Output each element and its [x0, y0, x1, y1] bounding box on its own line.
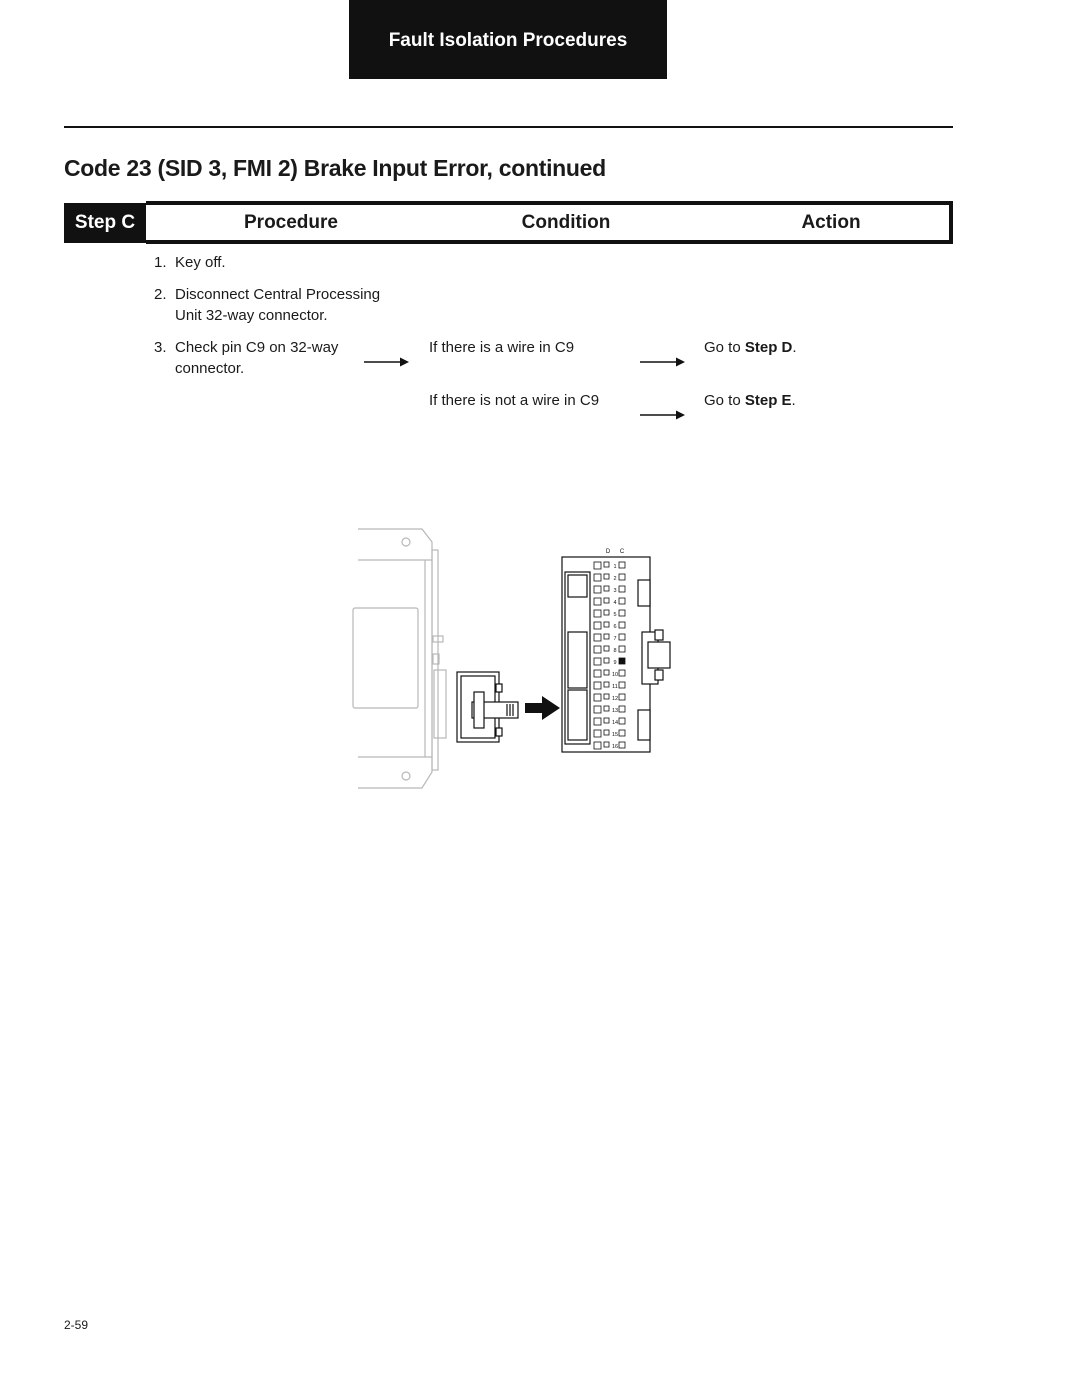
pin-c: [619, 694, 625, 700]
procedure-number: 3.: [154, 339, 167, 356]
section-tab: [349, 0, 667, 79]
section-tab-label: Fault Isolation Procedures: [388, 29, 628, 51]
pin-d: [594, 634, 601, 641]
pin-d-inner: [604, 634, 609, 639]
step-badge: [64, 203, 146, 243]
pin-number: 5: [613, 612, 617, 618]
pin-number: 1: [613, 564, 617, 570]
pin-c: [619, 742, 625, 748]
pin-number: 12: [611, 696, 619, 702]
column-header-procedure: Procedure: [244, 212, 338, 233]
pin-d: [594, 562, 601, 569]
pin-number: 4: [613, 600, 617, 606]
pin-number: 8: [613, 648, 617, 654]
ecu-housing: [353, 529, 446, 788]
pin-c: [619, 574, 625, 580]
action-step-link[interactable]: Step E: [744, 392, 792, 409]
pin-c: [619, 730, 625, 736]
arrow-icon: [640, 355, 686, 369]
step-label: Step C: [74, 212, 136, 233]
pin-d-inner: [604, 586, 609, 591]
pin-c: [619, 718, 625, 724]
pin-c: [619, 622, 625, 628]
pin-d: [594, 670, 601, 677]
pin-d: [594, 718, 601, 725]
pin-d: [594, 658, 601, 665]
pin-d: [594, 742, 601, 749]
procedure-text: Unit 32-way connector.: [175, 307, 328, 324]
pin-c-highlighted: [619, 658, 625, 664]
pin-c: [619, 646, 625, 652]
pin-c: [619, 670, 625, 676]
pin-c: [619, 598, 625, 604]
pin-d-inner: [604, 622, 609, 627]
condition-text: If there is a wire in C9: [429, 339, 575, 356]
pin-d-inner: [604, 670, 609, 675]
pin-number: 2: [613, 576, 617, 582]
action-prefix: Go to: [704, 392, 745, 409]
pin-number: 11: [612, 684, 618, 690]
pin-c: [619, 682, 625, 688]
pin-number: 10: [611, 672, 619, 678]
action-text: [704, 337, 797, 358]
pin-d-inner: [604, 574, 609, 579]
pin-d: [594, 730, 601, 737]
pin-c: [619, 706, 625, 712]
pin-d-inner: [604, 562, 609, 567]
pin-c: [619, 634, 625, 640]
pin-d-inner: [604, 742, 609, 747]
procedure-text: Disconnect Central Processing: [175, 286, 381, 303]
pin-number: 9: [613, 660, 617, 666]
pin-d: [594, 598, 601, 605]
action-suffix: .: [792, 339, 797, 356]
action-prefix: Go to: [704, 339, 745, 356]
arrow-icon: [364, 355, 410, 369]
pin-number: 16: [611, 744, 619, 750]
action-text: [704, 390, 796, 411]
insertion-arrow-icon: [525, 696, 560, 720]
pin-d: [594, 610, 601, 617]
procedure-number: 2.: [154, 286, 167, 303]
pin-d-inner: [604, 718, 609, 723]
procedure-text: connector.: [175, 360, 245, 377]
action-step-link[interactable]: Step D: [744, 339, 793, 356]
header-rule: [64, 126, 953, 128]
pin-number: 15: [611, 732, 619, 738]
plug-connector: [457, 672, 518, 742]
pin-d: [594, 706, 601, 713]
pin-number: 13: [611, 708, 619, 714]
connector-illustration: [350, 520, 690, 800]
procedure-text: Check pin C9 on 32-way: [175, 339, 339, 356]
column-label: C: [619, 549, 625, 555]
pin-d-inner: [604, 682, 609, 687]
action-suffix: .: [791, 392, 796, 409]
condition-text: If there is not a wire in C9: [429, 392, 600, 409]
column-header-condition: Condition: [521, 212, 611, 233]
pin-number: 3: [613, 588, 617, 594]
pin-d-inner: [604, 598, 609, 603]
pin-d: [594, 586, 601, 593]
pin-c: [619, 586, 625, 592]
pin-d-inner: [604, 694, 609, 699]
pin-number: 6: [613, 624, 617, 630]
procedure-number: 1.: [154, 254, 167, 271]
pin-d: [594, 622, 601, 629]
procedure-text: Key off.: [175, 254, 226, 271]
pin-d-inner: [604, 610, 609, 615]
pin-d: [594, 646, 601, 653]
page-title: Code 23 (SID 3, FMI 2) Brake Input Error, continued: [64, 155, 606, 181]
pin-d: [594, 574, 601, 581]
column-label: D: [605, 549, 611, 555]
arrow-icon: [640, 408, 686, 422]
pin-c: [619, 610, 625, 616]
pin-d-inner: [604, 706, 609, 711]
pin-d-inner: [604, 730, 609, 735]
pin-d-inner: [604, 646, 609, 651]
pin-c: [619, 562, 625, 568]
pin-d: [594, 694, 601, 701]
pin-d-inner: [604, 658, 609, 663]
pin-number: 14: [611, 720, 619, 726]
pin-number: 7: [613, 636, 617, 642]
page-number: 2-59: [64, 1318, 89, 1332]
column-header-action: Action: [801, 212, 861, 233]
pin-d: [594, 682, 601, 689]
table-header: [146, 201, 953, 244]
